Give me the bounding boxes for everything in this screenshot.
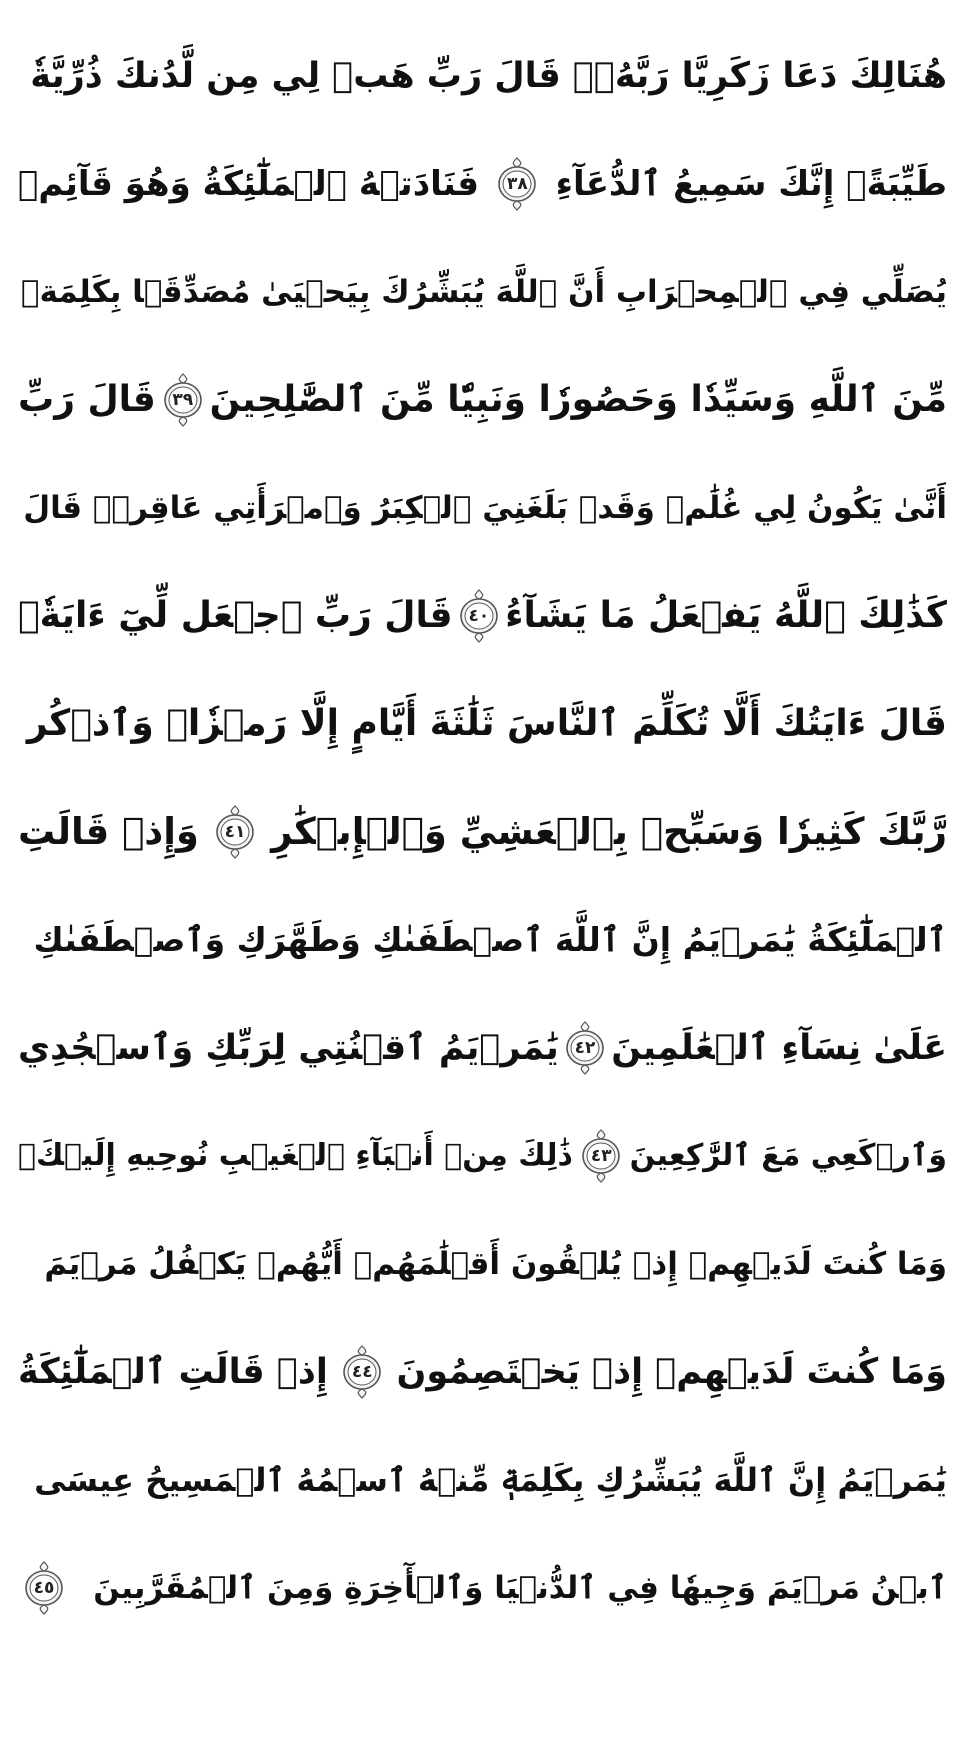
ayah-number: ٤٥	[33, 1578, 55, 1598]
verse-text: يَٰمَرۡيَمُ إِنَّ ٱللَّهَ يُبَشِّرُكِ بِكَلِمَةٖ مِّنۡهُ ٱسۡمُهُ ٱلۡمَسِيحُ عِيسَى	[34, 1461, 947, 1499]
verse-line	[18, 238, 947, 346]
verse-line	[18, 778, 947, 886]
verse-line	[18, 1318, 947, 1426]
ayah-number-marker	[163, 372, 203, 428]
verse-line	[18, 1534, 947, 1642]
verse-line	[18, 1102, 947, 1210]
verse-text: رَّبَّكَ كَثِيرٗا وَسَبِّحۡ بِٱلۡعَشِيِّ وَٱلۡإِبۡكَٰرِ	[271, 810, 947, 853]
ayah-number-marker	[215, 804, 255, 860]
ayah-number-marker	[342, 1344, 382, 1400]
verse-text: طَيِّبَةًۖ إِنَّكَ سَمِيعُ ٱلدُّعَآءِ	[555, 164, 947, 204]
ayah-number: ٣٨	[506, 174, 528, 194]
verse-text: وَٱرۡكَعِي مَعَ ٱلرَّٰكِعِينَ	[629, 1138, 947, 1173]
ayah-number: ٤٠	[468, 606, 490, 626]
verse-text: وَمَا كُنتَ لَدَيۡهِمۡ إِذۡ يَخۡتَصِمُونَ	[396, 1352, 947, 1392]
verse-text: ٱلۡمَلَٰٓئِكَةُ يَٰمَرۡيَمُ إِنَّ ٱللَّهَ ٱصۡطَفَىٰكِ وَطَهَّرَكِ وَٱصۡطَفَىٰكِ	[33, 920, 947, 959]
verse-text: هُنَالِكَ دَعَا زَكَرِيَّا رَبَّهُۥۖ قَالَ رَبِّ هَبۡ لِي مِن لَّدُنكَ ذُرِّيَّةٗ	[30, 56, 947, 96]
verse-line	[18, 1426, 947, 1534]
verse-text: وَمَا كُنتَ لَدَيۡهِمۡ إِذۡ يُلۡقُونَ أَقۡلَٰمَهُمۡ أَيُّهُمۡ يَكۡفُلُ مَرۡيَمَ	[44, 1246, 947, 1282]
ayah-number: ٤٣	[590, 1146, 612, 1166]
ayah-number-marker	[497, 156, 537, 212]
ayah-number-marker	[581, 1128, 621, 1184]
verse-text: يُصَلِّي فِي ٱلۡمِحۡرَابِ أَنَّ ٱللَّهَ يُبَشِّرُكَ بِيَحۡيَىٰ مُصَدِّقَۢا بِكَلِمَةٖ	[20, 274, 947, 310]
verse-text: عَلَىٰ نِسَآءِ ٱلۡعَٰلَمِينَ	[611, 1028, 947, 1068]
verse-text: وَإِذۡ قَالَتِ	[18, 810, 199, 853]
ayah-number-marker	[24, 1560, 64, 1616]
verse-text: أَنَّىٰ يَكُونُ لِي غُلَٰمٞ وَقَدۡ بَلَغَنِيَ ٱلۡكِبَرُ وَٱمۡرَأَتِي عَاقِرٞۖ قَالَ	[23, 490, 947, 526]
verse-text: يَٰمَرۡيَمُ ٱقۡنُتِي لِرَبِّكِ وَٱسۡجُدِي	[18, 1028, 559, 1068]
verse-line	[18, 130, 947, 238]
verse-text: ذَٰلِكَ مِنۡ أَنۢبَآءِ ٱلۡغَيۡبِ نُوحِيهِ إِلَيۡكَۚ	[18, 1138, 573, 1173]
verse-text: قَالَ رَبِّ ٱجۡعَل لِّيٓ ءَايَةٗۖ	[18, 595, 453, 636]
verse-text: مِّنَ ٱللَّهِ وَسَيِّدٗا وَحَصُورٗا وَنَبِيّٗا مِّنَ ٱلصَّٰلِحِينَ	[209, 379, 947, 420]
verse-text: كَذَٰلِكَ ٱللَّهُ يَفۡعَلُ مَا يَشَآءُ	[505, 595, 947, 636]
verse-line	[18, 886, 947, 994]
ayah-number: ٤١	[224, 822, 246, 842]
verse-line	[18, 670, 947, 778]
verse-line	[18, 454, 947, 562]
verse-line	[18, 994, 947, 1102]
ayah-number: ٤٢	[574, 1038, 596, 1058]
ayah-number: ٣٩	[172, 390, 194, 410]
verse-line	[18, 1210, 947, 1318]
verse-text: قَالَ رَبِّ	[18, 379, 156, 420]
verse-text: فَنَادَتۡهُ ٱلۡمَلَٰٓئِكَةُ وَهُوَ قَآئِمٞ	[18, 164, 480, 204]
verse-line	[18, 346, 947, 454]
verse-text: قَالَ ءَايَتُكَ أَلَّا تُكَلِّمَ ٱلنَّاسَ ثَلَٰثَةَ أَيَّامٍ إِلَّا رَمۡزٗاۗ وَٱذۡكُر	[26, 703, 947, 744]
verse-line	[18, 562, 947, 670]
verse-text: إِذۡ قَالَتِ ٱلۡمَلَٰٓئِكَةُ	[18, 1352, 328, 1392]
ayah-number-marker	[565, 1020, 605, 1076]
ayah-number-marker	[459, 588, 499, 644]
ayah-number: ٤٤	[351, 1362, 373, 1382]
verse-text: ٱبۡنُ مَرۡيَمَ وَجِيهٗا فِي ٱلدُّنۡيَا وَٱلۡأٓخِرَةِ وَمِنَ ٱلۡمُقَرَّبِينَ	[93, 1570, 947, 1606]
verse-line	[18, 22, 947, 130]
